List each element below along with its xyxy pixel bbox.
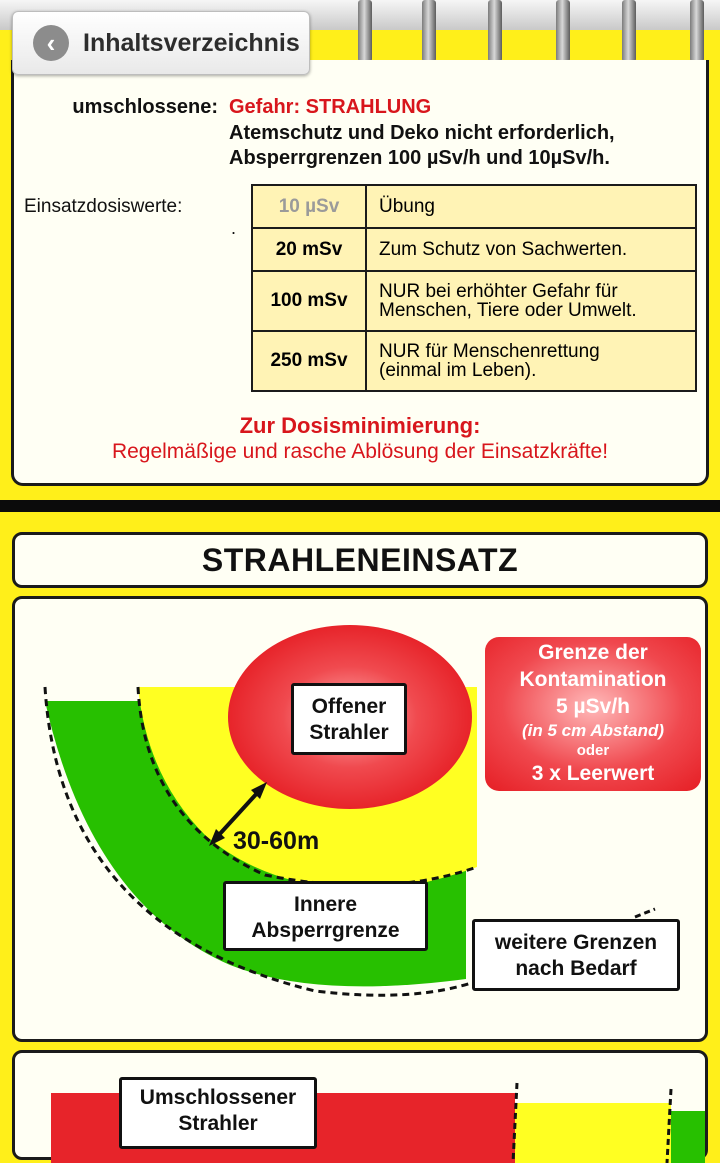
contam-line-3: 5 µSv/h xyxy=(556,695,630,718)
binder-ring xyxy=(358,0,372,62)
minimization-text: Regelmäßige und rasche Ablösung der Einsatzkräfte! xyxy=(111,440,609,463)
dose-text-1: NUR bei erhöhter Gefahr für xyxy=(379,281,618,302)
sealed-label-1: Umschlossener xyxy=(139,1086,297,1109)
dose-text xyxy=(366,185,696,228)
further-label-1: weitere Grenzen xyxy=(494,931,658,954)
dose-row xyxy=(252,185,696,228)
binder-ring xyxy=(422,0,436,62)
dose-text-1: Zum Schutz von Sachwerten. xyxy=(379,239,628,260)
info-line-3: Absperrgrenzen 100 µSv/h und 10µSv/h. xyxy=(229,147,610,169)
further-boundary-label xyxy=(472,919,680,991)
contam-line-2: Kontamination xyxy=(519,668,667,691)
contam-line-1: Grenze der xyxy=(538,641,648,664)
dose-text-1: NUR für Menschenrettung xyxy=(379,341,600,362)
inner-label-1: Innere xyxy=(293,893,358,916)
section-title xyxy=(12,532,708,588)
dose-value: 100 mSv xyxy=(252,271,366,331)
contam-line-6: 3 x Leerwert xyxy=(531,762,655,785)
section-title-text: STRAHLENEINSATZ xyxy=(201,541,519,578)
dose-label: Einsatzdosiswerte: xyxy=(24,196,183,217)
back-button[interactable] xyxy=(12,11,310,75)
info-line-2: Atemschutz und Deko nicht erforderlich, xyxy=(229,122,615,144)
dose-text-2: Menschen, Tiere oder Umwelt. xyxy=(379,300,637,321)
dose-row xyxy=(252,271,696,331)
dose-text-1: Übung xyxy=(379,196,435,217)
diagram-card xyxy=(12,596,708,1042)
further-boundary xyxy=(635,909,655,917)
binder-ring xyxy=(622,0,636,62)
dose-dot: . xyxy=(231,218,237,238)
section-divider xyxy=(0,500,720,512)
binder-ring xyxy=(690,0,704,62)
next-card xyxy=(12,1050,708,1160)
binder-ring xyxy=(488,0,502,62)
contam-line-5: oder xyxy=(576,742,610,759)
further-label-2: nach Bedarf xyxy=(515,957,637,980)
dose-value: 20 mSv xyxy=(252,228,366,271)
source-label xyxy=(291,683,407,755)
distance-label: 30-60m xyxy=(233,827,320,855)
dose-value: 250 mSv xyxy=(252,331,366,391)
inner-boundary-label xyxy=(223,881,428,951)
dose-value: 10 µSv xyxy=(252,185,366,228)
source-label-2: Strahler xyxy=(309,721,389,744)
back-arrow-icon: ‹ xyxy=(33,25,69,61)
dose-row xyxy=(252,331,696,391)
dose-text xyxy=(366,228,696,271)
back-button-label: Inhaltsverzeichnis xyxy=(83,28,300,57)
minimization-title: Zur Dosisminimierung: xyxy=(239,413,481,438)
dose-text xyxy=(366,331,696,391)
dose-row xyxy=(252,228,696,271)
inner-label-2: Absperrgrenze xyxy=(251,919,400,942)
contam-line-4: (in 5 cm Abstand) xyxy=(522,721,664,740)
dose-text-2: (einmal im Leben). xyxy=(379,360,537,381)
binder-ring xyxy=(556,0,570,62)
contamination-text xyxy=(485,639,701,787)
yellow-zone xyxy=(515,1103,671,1163)
umschlossene-label: umschlossene: xyxy=(72,96,218,118)
danger-line: Gefahr: STRAHLUNG xyxy=(229,96,432,118)
sealed-source-label xyxy=(119,1077,317,1149)
source-label-1: Offener xyxy=(311,695,387,718)
dose-text xyxy=(366,271,696,331)
sealed-label-2: Strahler xyxy=(178,1112,258,1135)
dose-table xyxy=(251,184,697,392)
green-zone xyxy=(671,1111,705,1163)
